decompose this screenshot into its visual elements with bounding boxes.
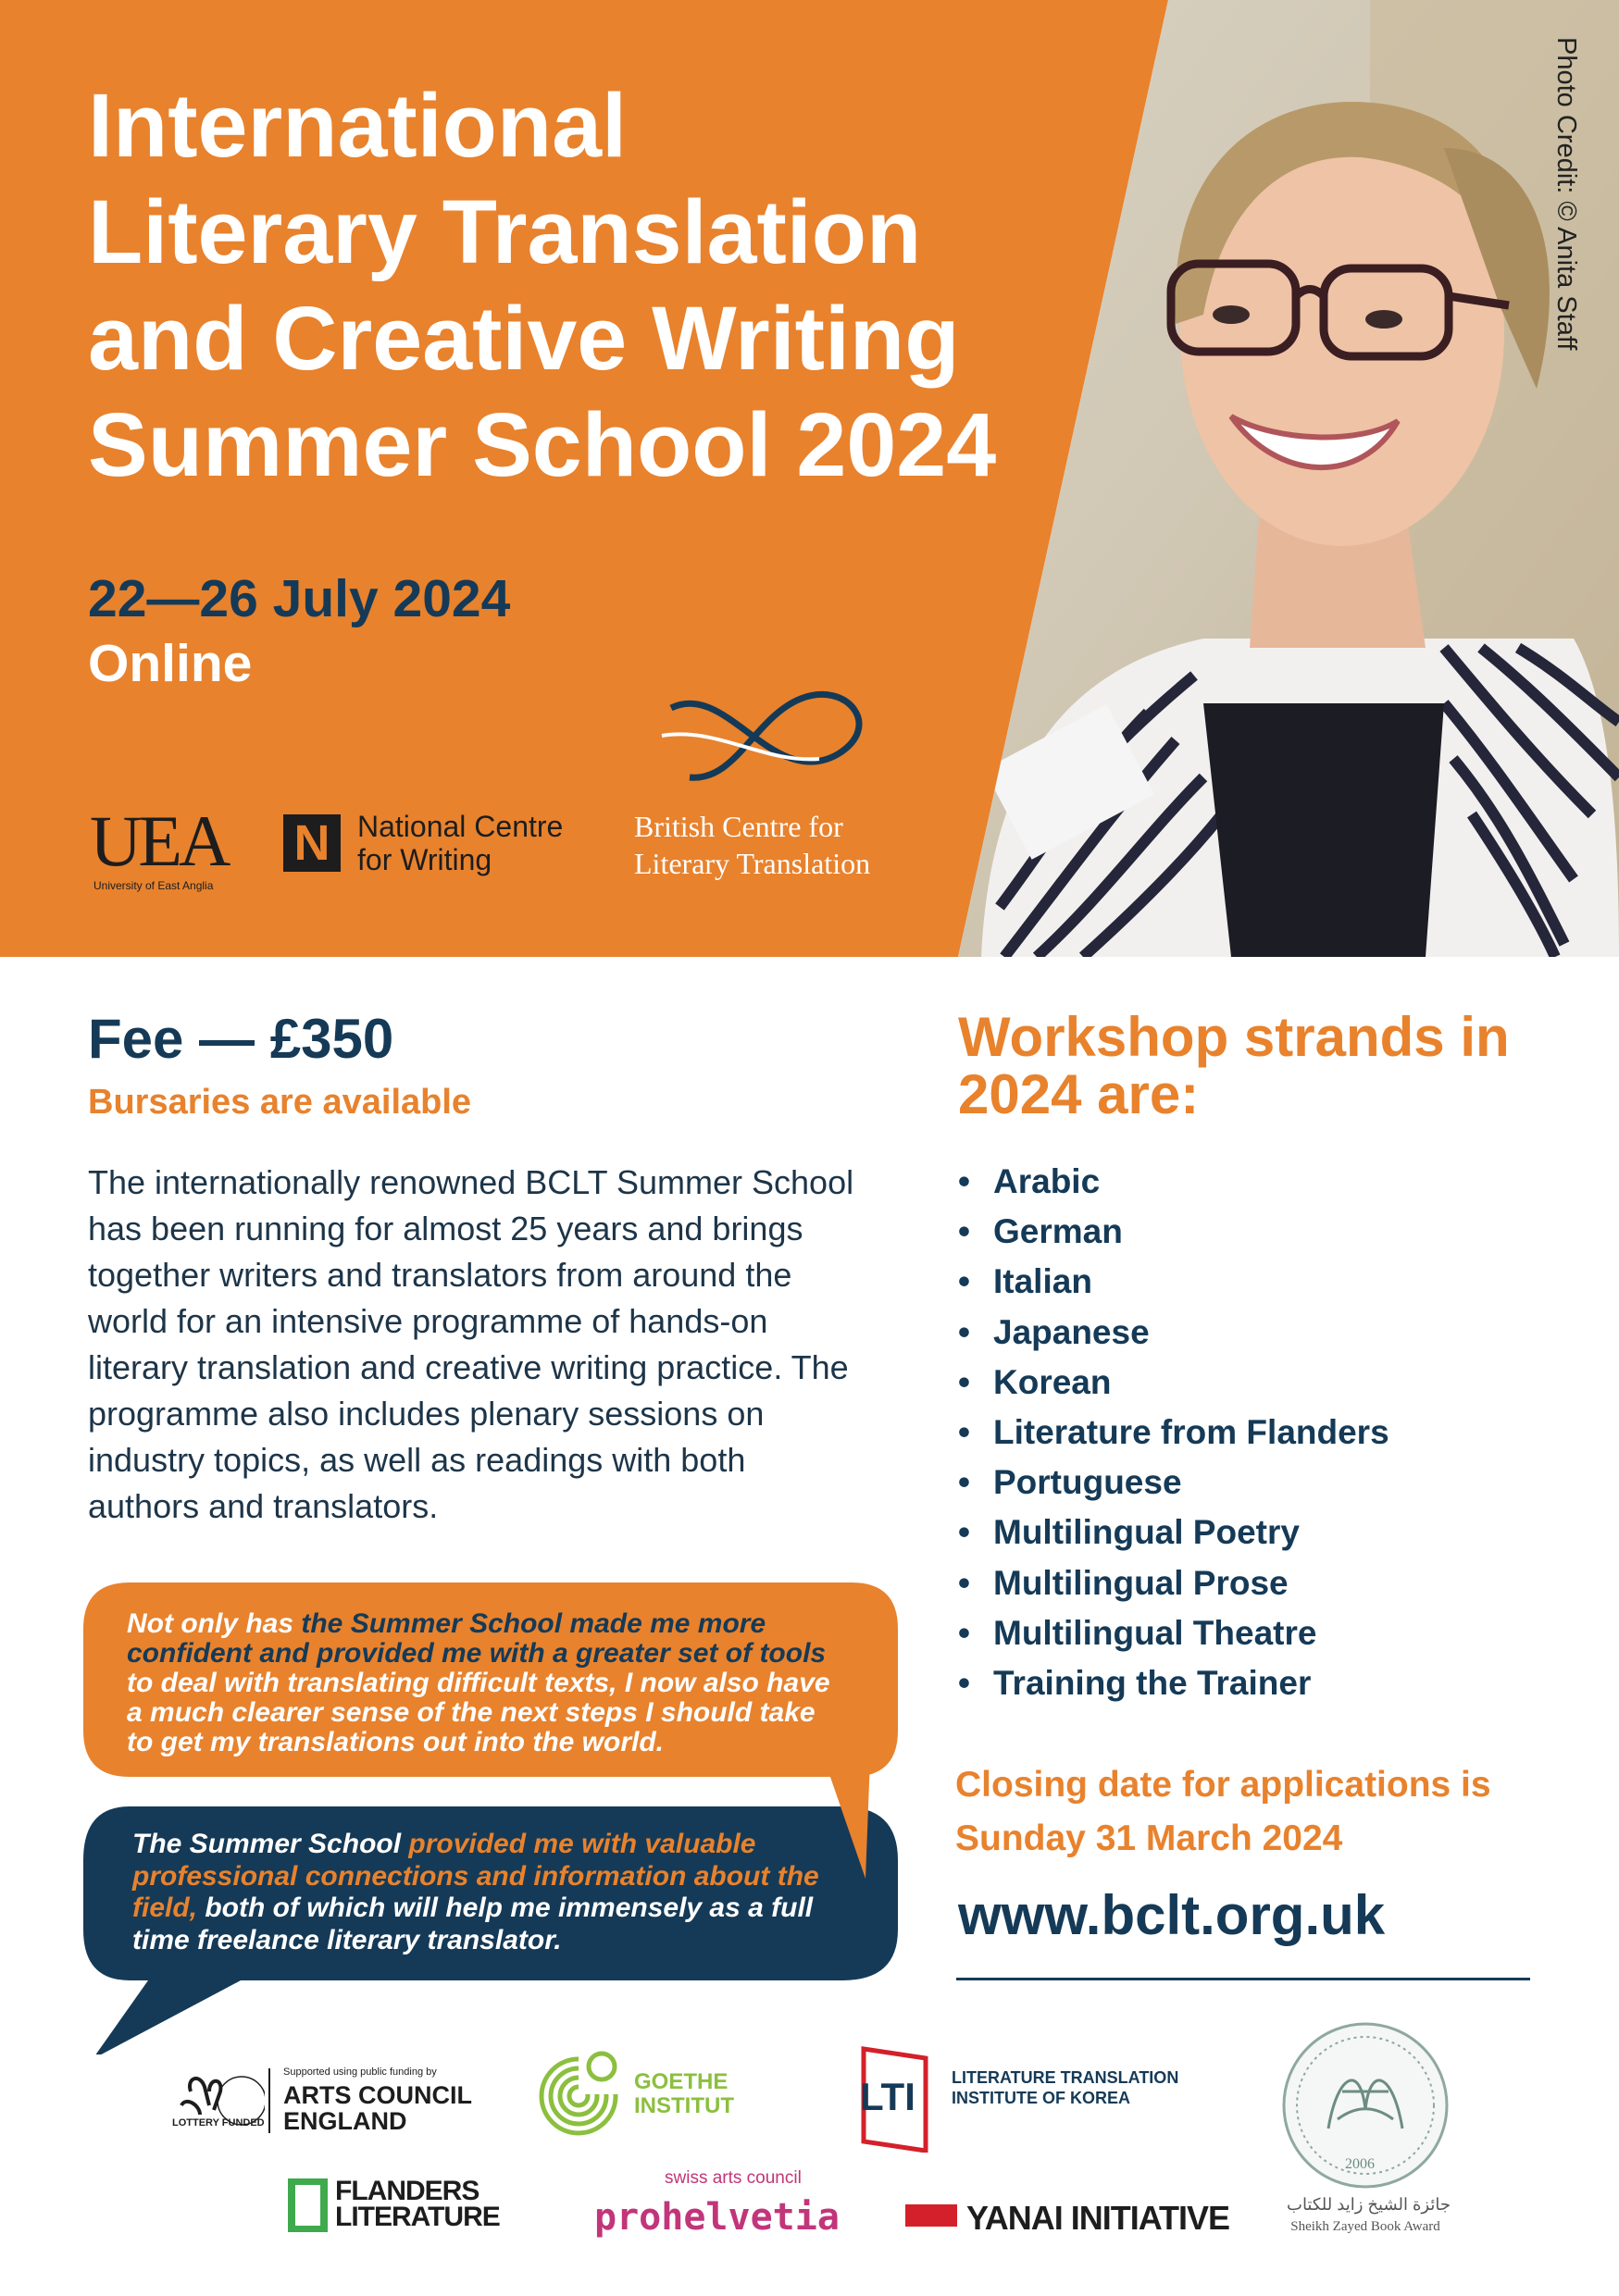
quote-1-line: a much clearer sense of the next steps I should take xyxy=(127,1697,816,1728)
list-item xyxy=(958,1608,1389,1658)
ncw-logo-text xyxy=(357,810,563,876)
flanders-line: LITERATURE xyxy=(335,2202,500,2232)
strand-label: Literature from Flanders xyxy=(993,1412,1389,1451)
flanders-line: FLANDERS xyxy=(335,2176,479,2206)
list-item xyxy=(958,1458,1389,1508)
strand-label: Portuguese xyxy=(993,1463,1182,1502)
ncw-logo-mark: N xyxy=(283,814,341,872)
strand-label: German xyxy=(993,1212,1123,1251)
strand-label: Arabic xyxy=(993,1162,1101,1200)
list-item xyxy=(958,1157,1389,1207)
fee-heading: Fee — £350 xyxy=(88,1008,394,1070)
arts-council-name xyxy=(283,2082,472,2134)
list-item xyxy=(958,1358,1389,1408)
workshops-heading xyxy=(958,1006,1510,1125)
list-item xyxy=(958,1207,1389,1257)
workshop-strand-list xyxy=(958,1157,1389,1708)
bclt-logo xyxy=(629,671,907,884)
closing-date xyxy=(955,1758,1491,1866)
quote-1-line: to get my translations out into the world. xyxy=(127,1727,665,1757)
prohelvetia-tagline: swiss arts council xyxy=(665,2168,802,2188)
bullet: • xyxy=(958,1312,970,1351)
workshops-heading-line: Workshop strands in xyxy=(958,1006,1510,1068)
uea-logo-caption: University of East Anglia xyxy=(93,879,214,892)
intro-paragraph xyxy=(88,1160,921,1530)
yanai-text: YANAI INITIATIVE xyxy=(966,2199,1230,2237)
quote-1-highlight: the Summer School made me more xyxy=(301,1608,766,1639)
intro-line: literary translation and creative writing practice. The xyxy=(88,1348,849,1386)
strand-label: Multilingual Theatre xyxy=(993,1613,1317,1652)
quote-1-lead: Not only has xyxy=(127,1608,302,1639)
prohelvetia-logo xyxy=(592,2168,842,2252)
bullet: • xyxy=(958,1563,970,1602)
intro-line: authors and translators. xyxy=(88,1487,439,1525)
strand-label: Japanese xyxy=(993,1312,1150,1351)
goethe-line: INSTITUT xyxy=(634,2093,734,2118)
intro-line: The internationally renowned BCLT Summer School xyxy=(88,1163,854,1201)
strand-label: Training the Trainer xyxy=(993,1663,1312,1702)
bursary-note: Bursaries are available xyxy=(88,1083,472,1122)
divider xyxy=(956,1978,1530,1980)
event-dates: 22—26 July 2024 xyxy=(88,569,511,628)
quote-2-line: time freelance literary translator. xyxy=(132,1924,562,1955)
flanders-text xyxy=(335,2178,500,2230)
arts-council-logo xyxy=(172,2064,478,2138)
bullet: • xyxy=(958,1513,970,1552)
bullet: • xyxy=(958,1663,970,1702)
bclt-line: British Centre for xyxy=(634,810,843,843)
title-line: and Creative Writing xyxy=(88,288,960,389)
intro-line: world for an intensive programme of hands-on xyxy=(88,1302,768,1340)
title-line: Literary Translation xyxy=(88,181,922,282)
zayed-arabic: جائزة الشيخ زايد للكتاب xyxy=(1287,2195,1451,2214)
list-item xyxy=(958,1658,1389,1708)
intro-line: together writers and translators from around the xyxy=(88,1256,792,1294)
list-item xyxy=(958,1308,1389,1358)
sheikh-zayed-award-logo xyxy=(1273,2017,1458,2240)
arts-council-line: ENGLAND xyxy=(283,2107,407,2135)
quote-2-highlight: provided me with valuable xyxy=(408,1829,756,1859)
arts-council-line: ARTS COUNCIL xyxy=(283,2081,472,2109)
arts-council-supported: Supported using public funding by xyxy=(283,2066,437,2078)
lti-korea-logo xyxy=(856,2042,1208,2153)
goethe-circles-icon xyxy=(537,2048,629,2141)
uea-logo-mark: UEA xyxy=(90,800,228,881)
ncw-logo xyxy=(283,810,579,875)
bullet: • xyxy=(958,1463,970,1502)
bullet: • xyxy=(958,1613,970,1652)
hero-banner xyxy=(0,0,1619,957)
list-item xyxy=(958,1257,1389,1307)
event-location: Online xyxy=(88,634,253,693)
quote-2-lead: The Summer School xyxy=(132,1829,409,1859)
quote-2-line: both of which will help me immensely as a full xyxy=(197,1893,814,1923)
title-line: Summer School 2024 xyxy=(88,394,997,495)
closing-line: Closing date for applications is xyxy=(955,1765,1491,1805)
ncw-line: National Centre xyxy=(357,810,564,843)
bclt-logo-text xyxy=(634,808,870,882)
lti-line: INSTITUTE OF KOREA xyxy=(952,2089,1130,2107)
uea-logo xyxy=(90,800,238,893)
quote-1-line: to deal with translating difficult texts, I now also have xyxy=(127,1668,830,1698)
list-item xyxy=(958,1508,1389,1558)
bclt-line: Literary Translation xyxy=(634,847,871,880)
bclt-swirl-icon xyxy=(653,671,884,791)
ncw-line: for Writing xyxy=(357,843,492,876)
quote-1-line: confident and provided me with a greater set of tools xyxy=(127,1638,827,1669)
yanai-initiative-logo xyxy=(905,2199,1239,2245)
workshops-heading-line: 2024 are: xyxy=(958,1063,1200,1125)
yanai-red-bar xyxy=(905,2204,957,2227)
intro-line: has been running for almost 25 years and brings xyxy=(88,1210,803,1247)
goethe-line: GOETHE xyxy=(634,2069,729,2094)
zayed-year: 2006 xyxy=(1345,2156,1375,2172)
quote-2-line: professional connections and information about the xyxy=(132,1860,819,1892)
goethe-text xyxy=(634,2070,734,2118)
closing-line: Sunday 31 March 2024 xyxy=(955,1818,1343,1858)
arts-council-divider xyxy=(268,2068,270,2133)
lti-mark: LTI xyxy=(860,2075,915,2118)
bullet: • xyxy=(958,1262,970,1301)
strand-label: Multilingual Prose xyxy=(993,1563,1289,1602)
flanders-literature-logo xyxy=(287,2177,537,2232)
quote-2-highlight: field, xyxy=(132,1893,198,1923)
photo-credit: Photo Credit: © Anita Staff xyxy=(1551,37,1581,351)
prohelvetia-name: prohelvetia xyxy=(594,2196,840,2239)
intro-line: industry topics, as well as readings with both xyxy=(88,1441,746,1479)
title-line: International xyxy=(88,75,628,176)
bullet: • xyxy=(958,1412,970,1451)
goethe-institut-logo xyxy=(537,2048,750,2141)
bullet: • xyxy=(958,1212,970,1251)
list-item xyxy=(958,1408,1389,1458)
lti-text xyxy=(952,2067,1178,2108)
bullet: • xyxy=(958,1362,970,1401)
lti-line: LITERATURE TRANSLATION xyxy=(952,2068,1179,2087)
quote-1 xyxy=(127,1609,830,1757)
zayed-english: Sheikh Zayed Book Award xyxy=(1290,2219,1440,2234)
strand-label: Multilingual Poetry xyxy=(993,1513,1300,1552)
website-link[interactable]: www.bclt.org.uk xyxy=(958,1884,1386,1946)
list-item xyxy=(958,1558,1389,1608)
strand-label: Italian xyxy=(993,1262,1092,1301)
bullet: • xyxy=(958,1162,970,1200)
strand-label: Korean xyxy=(993,1362,1112,1401)
page-title xyxy=(88,72,1106,498)
intro-line: programme also includes plenary sessions on xyxy=(88,1395,765,1433)
quote-2 xyxy=(132,1829,819,1956)
lottery-funded-label: LOTTERY FUNDED xyxy=(172,2117,265,2128)
flanders-bracket-icon xyxy=(287,2178,328,2232)
